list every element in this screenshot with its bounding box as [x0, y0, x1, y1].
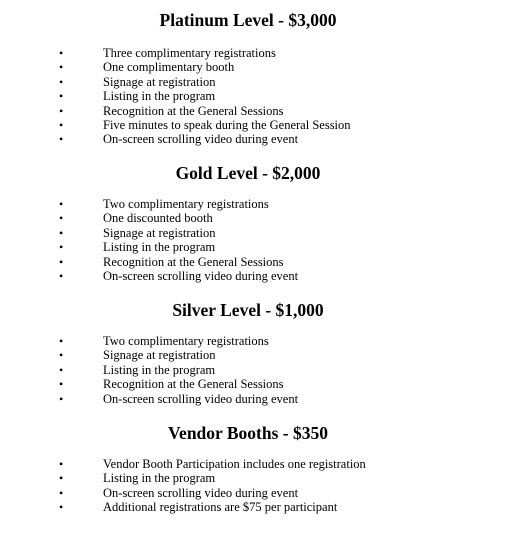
- list-item-text: On-screen scrolling video during event: [103, 391, 299, 406]
- gold-level-heading: Gold Level - $2,000: [175, 163, 321, 183]
- bullet-icon: •: [59, 211, 64, 226]
- bullet-icon: •: [59, 268, 64, 283]
- list-item: [0, 348, 520, 362]
- bullet-icon: •: [59, 225, 64, 240]
- platinum-level-heading: Platinum Level - $3,000: [159, 10, 337, 30]
- list-item: [0, 197, 520, 211]
- list-item-text: Signage at registration: [103, 348, 216, 363]
- list-item: [0, 486, 520, 500]
- silver-level-heading: Silver Level - $1,000: [172, 300, 324, 320]
- list-item: [0, 377, 520, 391]
- silver-benefits-list: [0, 334, 520, 406]
- bullet-icon: •: [59, 254, 64, 269]
- list-item-text: Five minutes to speak during the General Session: [103, 117, 351, 132]
- list-item-text: Recognition at the General Sessions: [103, 103, 284, 118]
- list-item-text: Two complimentary registrations: [103, 334, 269, 348]
- bullet-icon: •: [59, 103, 64, 118]
- list-item: [0, 132, 520, 146]
- bullet-icon: •: [59, 485, 64, 500]
- list-item: [0, 75, 520, 89]
- list-item: [0, 104, 520, 118]
- list-item: [0, 334, 520, 348]
- bullet-icon: •: [59, 391, 64, 406]
- bullet-icon: •: [59, 132, 64, 147]
- list-item: [0, 226, 520, 240]
- list-item: [0, 363, 520, 377]
- vendor-booths-list: [0, 457, 520, 515]
- list-item-text: Recognition at the General Sessions: [103, 377, 284, 392]
- bullet-icon: •: [59, 362, 64, 377]
- bullet-icon: •: [59, 89, 64, 104]
- bullet-icon: •: [59, 240, 64, 255]
- list-item-text: One discounted booth: [103, 211, 213, 226]
- list-item-text: Listing in the program: [103, 362, 216, 377]
- list-item-text: Additional registrations are $75 per participant: [103, 500, 338, 515]
- list-item: [0, 118, 520, 132]
- bullet-icon: •: [59, 457, 64, 471]
- bullet-icon: •: [59, 197, 64, 211]
- list-item-text: On-screen scrolling video during event: [103, 268, 299, 283]
- list-item-text: Two complimentary registrations: [103, 197, 269, 211]
- bullet-icon: •: [59, 377, 64, 392]
- list-item-text: Signage at registration: [103, 225, 216, 240]
- bullet-icon: •: [59, 117, 64, 132]
- list-item-text: Signage at registration: [103, 74, 216, 89]
- list-item: [0, 255, 520, 269]
- list-item-text: Listing in the program: [103, 240, 216, 255]
- list-item-text: Recognition at the General Sessions: [103, 254, 284, 269]
- list-item: [0, 60, 520, 74]
- list-item-text: On-screen scrolling video during event: [103, 132, 299, 147]
- list-item-text: Listing in the program: [103, 89, 216, 104]
- bullet-icon: •: [59, 60, 64, 75]
- list-item-text: Listing in the program: [103, 471, 216, 486]
- list-item: [0, 211, 520, 225]
- list-item: [0, 392, 520, 406]
- vendor-booths-heading: Vendor Booths - $350: [168, 423, 328, 443]
- list-item: [0, 240, 520, 254]
- bullet-icon: •: [59, 348, 64, 363]
- list-item-text: Three complimentary registrations: [103, 46, 276, 60]
- list-item: [0, 457, 520, 471]
- bullet-icon: •: [59, 334, 64, 348]
- list-item: [0, 471, 520, 485]
- bullet-icon: •: [59, 74, 64, 89]
- list-item: [0, 269, 520, 283]
- gold-benefits-list: [0, 197, 520, 283]
- list-item-text: On-screen scrolling video during event: [103, 485, 299, 500]
- list-item-text: Vendor Booth Participation includes one registration: [103, 457, 366, 471]
- list-item: [0, 46, 520, 60]
- list-item: [0, 89, 520, 103]
- list-item-text: One complimentary booth: [103, 60, 235, 75]
- bullet-icon: •: [59, 46, 64, 60]
- list-item: [0, 500, 520, 514]
- platinum-benefits-list: [0, 46, 520, 147]
- bullet-icon: •: [59, 471, 64, 486]
- bullet-icon: •: [59, 500, 64, 515]
